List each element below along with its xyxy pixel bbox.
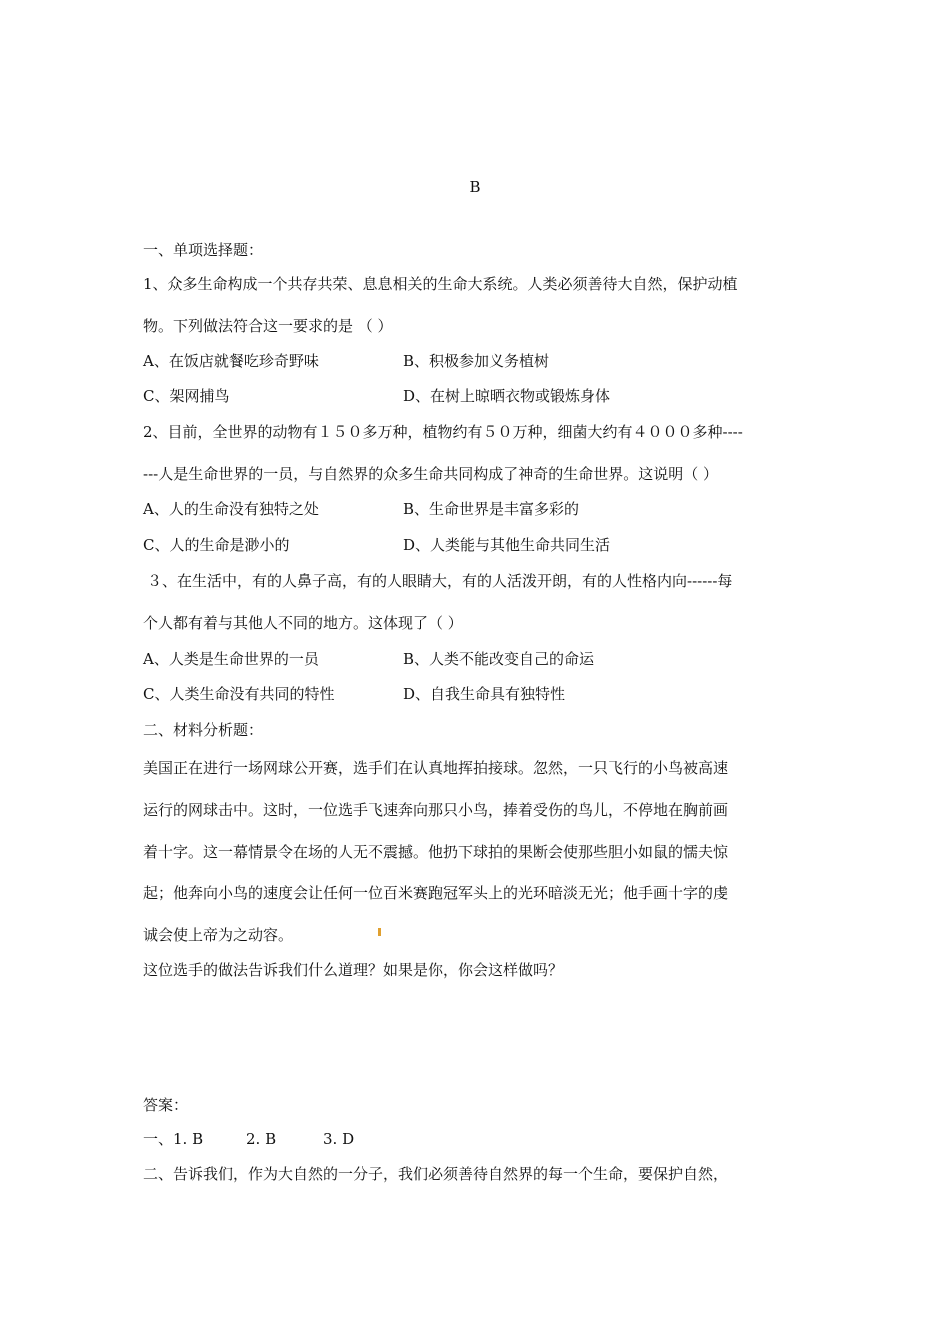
q3-option-b: B、人类不能改变自己的命运 [403, 650, 595, 668]
answer-2: 2. B [246, 1130, 277, 1148]
section1-heading: 一、单项选择题： [143, 241, 264, 259]
answers-heading: 答案： [143, 1096, 189, 1114]
q3-line2: 个人都有着与其他人不同的地方。这体现了（ ） [143, 614, 463, 632]
q1-line1: 1、众多生命构成一个共存共荣、息息相关的生命大系统。人类必须善待大自然，保护动植 [143, 275, 738, 293]
q2-option-b: B、生命世界是丰富多彩的 [403, 500, 580, 518]
section2-heading: 二、材料分析题： [143, 721, 264, 739]
q3-option-c: C、人类生命没有共同的特性 [143, 685, 335, 703]
q2-option-d: D、人类能与其他生命共同生活 [403, 536, 611, 554]
material-line-1: 美国正在进行一场网球公开赛，选手们在认真地挥拍接球。忽然，一只飞行的小鸟被高速 [143, 759, 729, 777]
q3-option-a: A、人类是生命世界的一员 [143, 650, 319, 668]
q2-option-a: A、人的生命没有独特之处 [143, 500, 319, 518]
q1-line2: 物。下列做法符合这一要求的是 （ ） [143, 317, 393, 335]
answer-3: 3. D [323, 1130, 355, 1148]
q1-option-c: C、架网捕鸟 [143, 387, 230, 405]
q2-option-c: C、人的生命是渺小的 [143, 536, 290, 554]
material-line-2: 运行的网球击中。这时，一位选手飞速奔向那只小鸟，捧着受伤的鸟儿，不停地在胸前画 [143, 801, 729, 819]
answers-part1-prefix: 一、 [143, 1130, 174, 1148]
material-line-5: 诚会使上帝为之动容。 [143, 926, 294, 944]
q3-line1: ３、在生活中，有的人鼻子高，有的人眼睛大，有的人活泼开朗，有的人性格内向------每 [147, 572, 733, 590]
q2-line2: ---人是生命世界的一员，与自然界的众多生命共同构成了神奇的生命世界。这说明（ ） [143, 465, 718, 483]
q3-option-d: D、自我生命具有独特性 [403, 685, 566, 703]
q1-option-d: D、在树上晾晒衣物或锻炼身体 [403, 387, 611, 405]
page-title: B [469, 178, 481, 196]
q2-line1: 2、目前，全世界的动物有１５０多万种，植物约有５０万种，细菌大约有４０００多种---- [143, 423, 743, 441]
answer-1: 1. B [173, 1130, 204, 1148]
q1-option-b: B、积极参加义务植树 [403, 352, 550, 370]
answers-part2: 二、告诉我们，作为大自然的一分子，我们必须善待自然界的每一个生命，要保护自然， [143, 1165, 729, 1183]
analysis-question: 这位选手的做法告诉我们什么道理？如果是你，你会这样做吗？ [143, 961, 564, 979]
q1-option-a: A、在饭店就餐吃珍奇野味 [143, 352, 319, 370]
material-line-3: 着十字。这一幕情景令在场的人无不震撼。他扔下球拍的果断会使那些胆小如鼠的懦夫惊 [143, 843, 729, 861]
orange-mark [378, 928, 381, 936]
material-line-4: 起；他奔向小鸟的速度会让任何一位百米赛跑冠军头上的光环暗淡无光；他手画十字的虔 [143, 884, 729, 902]
